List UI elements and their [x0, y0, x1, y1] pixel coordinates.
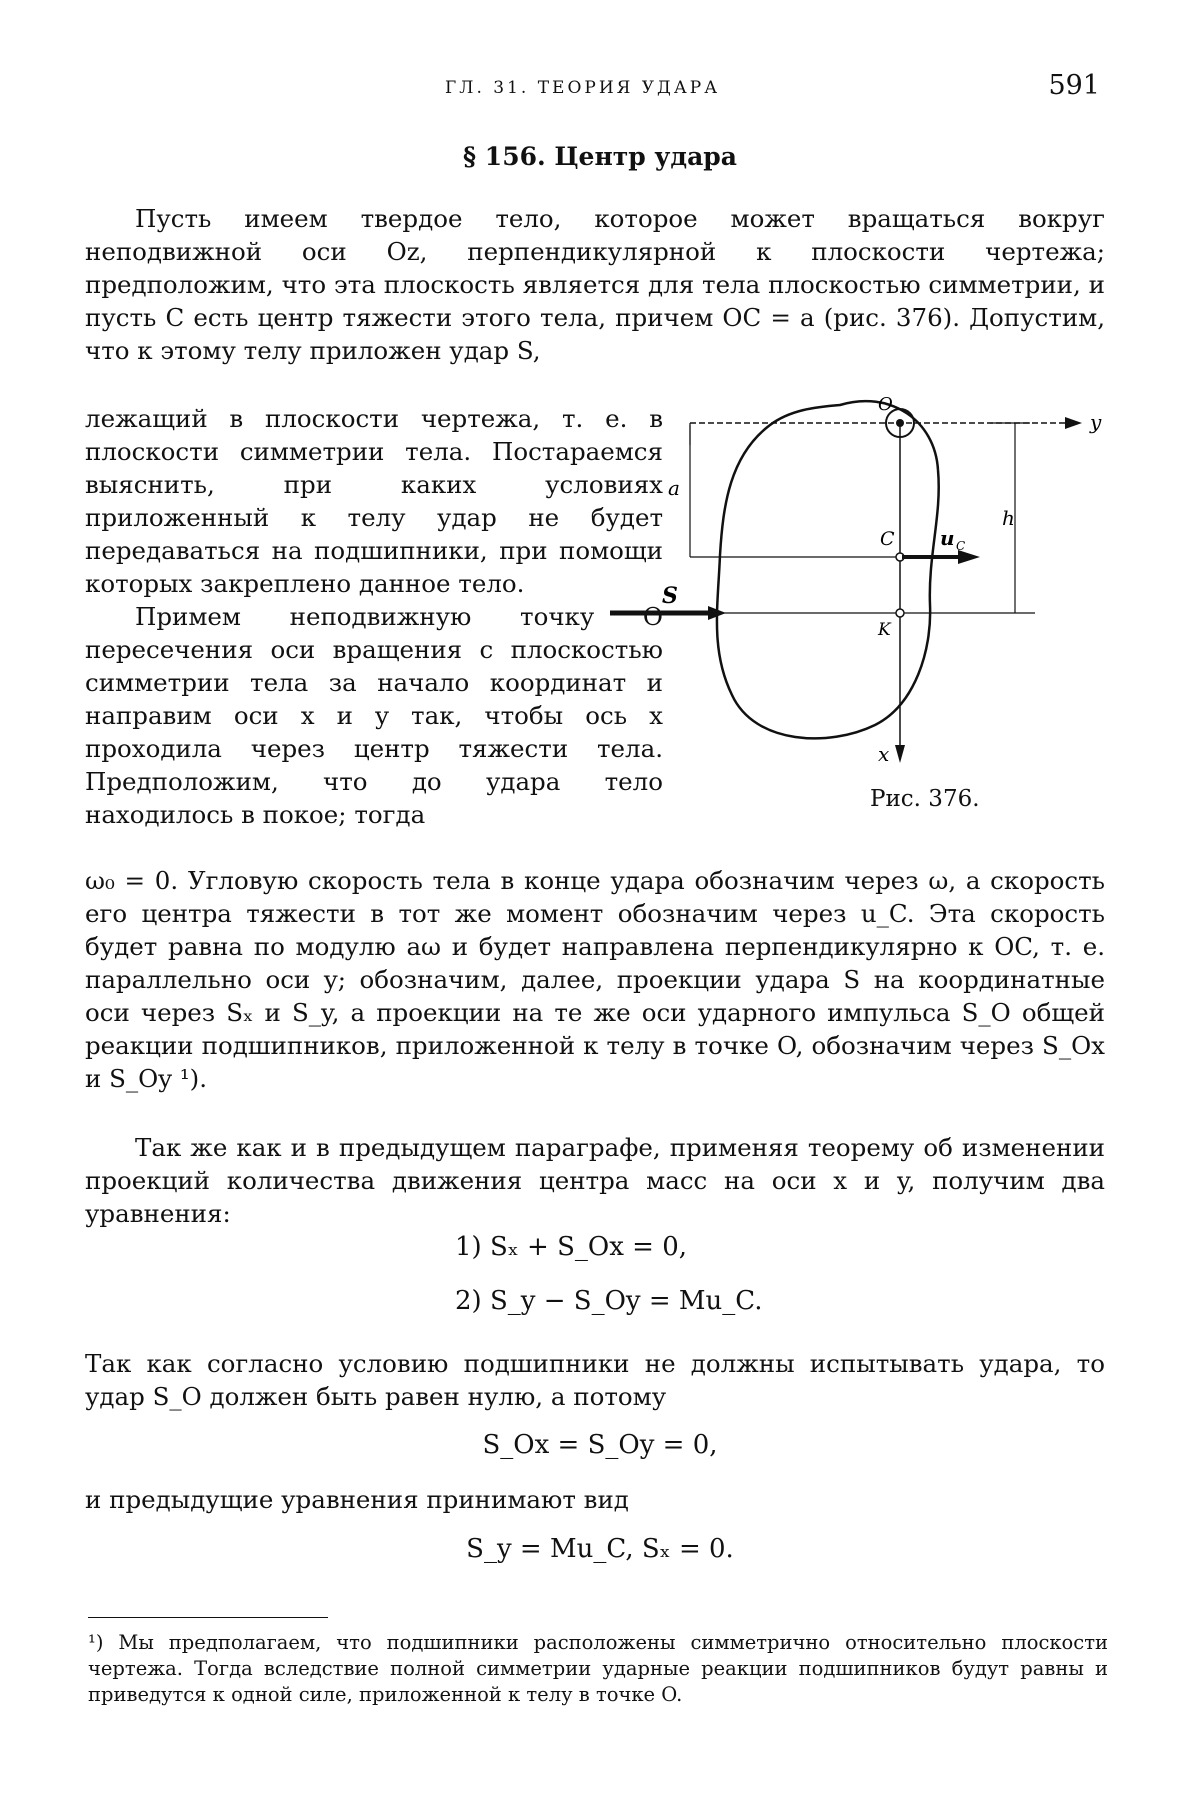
label-h: h [1002, 506, 1015, 530]
label-s: S [662, 583, 678, 609]
paragraph-3: Так же как и в предыдущем параграфе, применяя теорему об изменении проекций количества движения центра масс на оси x и y, получим два уравнения: [85, 1133, 1105, 1228]
paragraph-2: Примем неподвижную точку O пересечения оси вращения с плоскостью симметрии тела за начало координат и направим оси x и y так, чтобы ось x проходила через центр тяжести тела. Предположим, что до удара тело находилось в покое; тогда [85, 602, 663, 829]
left-column [85, 402, 663, 831]
point-k [896, 609, 904, 617]
label-uc: u [940, 526, 955, 550]
running-head: ГЛ. 31. ТЕОРИЯ УДАРА [445, 78, 721, 98]
equation-4: S_y = Mu_C, Sₓ = 0. [466, 1534, 734, 1564]
footnote-rule [88, 1617, 328, 1618]
page-number: 591 [1048, 70, 1100, 101]
figure-376 [662, 394, 1110, 795]
y-axis-arrow [1065, 417, 1082, 429]
label-o: O [878, 394, 893, 415]
label-y: y [1090, 410, 1102, 434]
footnote: ¹) Мы предполагаем, что подшипники расположены симметрично относительно плоскости чертежа. Тогда вследствие полной симметрии ударные реакции подшипников будут равны и приведутся к одной силе, приложенной к телу в точке O. [88, 1631, 1108, 1706]
rigid-body-outline [717, 401, 939, 738]
section-title: § 156. Центр удара [463, 142, 737, 171]
paragraph-4: Так как согласно условию подшипники не должны испытывать удара, то удар S_O должен быть равен нулю, а потому [85, 1349, 1105, 1411]
point-o-inner [896, 419, 904, 427]
paragraph-1-continued: лежащий в плоскости чертежа, т. е. в плоскости симметрии тела. Постараемся выяснить, при каких условиях приложенный к телу удар не будет передаваться на подшипники, при помощи которых закреплено данное тело. [85, 404, 663, 598]
figure-caption: Рис. 376. [870, 786, 980, 812]
equation-2: 2) S_y − S_Oy = Mu_C. [455, 1286, 763, 1316]
label-k: K [878, 620, 891, 640]
x-axis-arrow [895, 745, 905, 763]
label-uc-sub: C [956, 539, 966, 553]
paragraph-5: и предыдущие уравнения принимают вид [85, 1485, 629, 1514]
label-x: x [878, 742, 890, 766]
label-c: C [880, 528, 895, 550]
equation-3: S_Ox = S_Oy = 0, [482, 1430, 718, 1460]
paragraph-2-continued: ω₀ = 0. Угловую скорость тела в конце удара обозначим через ω, а скорость его центра тяжести в тот же момент обозначим через u_C. Эта скорость будет равна по модулю aω и будет направлена перпендикулярно к OC, т. е. параллельно оси y; обозначим, далее, проекции удара S на координатные оси через Sₓ и S_y, а проекции на те же оси ударного импульса S_O общей реакции подшипников, приложенной к телу в точке O, обозначим через S_Ox и S_Oy ¹). [85, 866, 1105, 1093]
paragraph-1: Пусть имеем твердое тело, которое может вращаться вокруг неподвижной оси Oz, перпендикулярной к плоскости чертежа; предположим, что эта плоскость является для тела плоскостью симметрии, и пусть C есть центр тяжести этого тела, причем OC = a (рис. 376). Допустим, что к этому телу приложен удар S, [85, 204, 1105, 365]
equation-1: 1) Sₓ + S_Ox = 0, [455, 1232, 688, 1262]
label-a: a [668, 476, 680, 500]
